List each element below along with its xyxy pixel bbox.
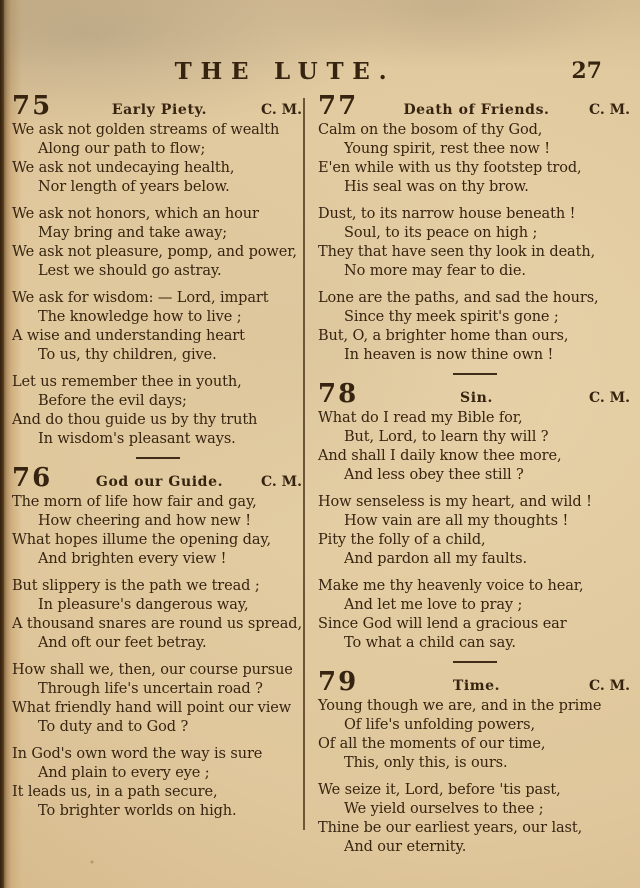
verse-line: And plain to every eye ; [38, 765, 210, 781]
verse-line: And less obey thee still ? [344, 467, 524, 483]
verse-line: Lone are the paths, and sad the hours, [318, 290, 599, 306]
verse-line: It leads us, in a path secure, [12, 784, 218, 800]
hymn-78 [318, 379, 632, 653]
hymn-number: 78 [318, 379, 359, 409]
verse-line: And brighten every view ! [38, 551, 227, 567]
hymn-number: 77 [318, 91, 359, 121]
hymn-meter: C. M. [588, 102, 630, 118]
verse-line: To us, thy children, give. [38, 347, 217, 363]
verse-line: In pleasure's dangerous way, [38, 597, 249, 613]
verse-line: We yield ourselves to thee ; [344, 801, 544, 817]
hymn-title: God our Guide. [95, 474, 224, 490]
verse-line: A wise and understanding heart [12, 328, 245, 344]
hymn-number: 76 [12, 463, 53, 493]
verse-line: How vain are all my thoughts ! [344, 513, 569, 529]
hymn-75 [12, 91, 304, 449]
verse-line: And our eternity. [344, 839, 467, 855]
hymn-heading [12, 463, 304, 493]
verse-line: Nor length of years below. [38, 179, 230, 195]
verse-line: What hopes illume the opening day, [12, 532, 272, 548]
verse [12, 121, 304, 197]
verse-line: We ask not pleasure, pomp, and power, [12, 244, 297, 260]
verse-line: We ask not undecaying health, [12, 160, 235, 176]
verse [12, 577, 304, 653]
verse-line: Since thy meek spirit's gone ; [344, 309, 559, 325]
verse-line: In wisdom's pleasant ways. [38, 431, 236, 447]
verse-line: Dust, to its narrow house beneath ! [318, 206, 576, 222]
verse-line: The knowledge how to live ; [38, 309, 242, 325]
verse-line: In heaven is now thine own ! [344, 347, 554, 363]
page-header [30, 58, 610, 88]
verse [12, 373, 304, 449]
hymn-heading [318, 667, 632, 697]
hymn-heading [318, 91, 632, 121]
verse [318, 121, 632, 197]
verse-line: Through life's uncertain road ? [38, 681, 263, 697]
verse-line: We ask for wisdom: — Lord, impart [12, 290, 269, 306]
hymn-number: 79 [318, 667, 359, 697]
hymn-title: Early Piety. [111, 102, 208, 118]
verse-line: His seal was on thy brow. [344, 179, 529, 195]
verse [318, 577, 632, 653]
verse-line: And let me love to pray ; [344, 597, 523, 613]
verse-line: A thousand snares are round us spread, [12, 616, 302, 632]
left-column [12, 91, 304, 865]
verse [318, 409, 632, 485]
verse-line: Lest we should go astray. [38, 263, 222, 279]
verse [318, 781, 632, 857]
hymn-columns [12, 91, 632, 865]
verse-line: And shall I daily know thee more, [318, 448, 562, 464]
hymn-meter: C. M. [588, 390, 630, 406]
verse-line: What friendly hand will point our view [12, 700, 292, 716]
verse-line: How senseless is my heart, and wild ! [318, 494, 592, 510]
verse-line: In God's own word the way is sure [12, 746, 263, 762]
binding-edge [0, 0, 4, 888]
verse [318, 493, 632, 569]
hymn-meter: C. M. [588, 678, 630, 694]
hymn-meter: C. M. [260, 102, 302, 118]
verse-line: Young though we are, and in the prime [318, 698, 602, 714]
verse-line: And oft our feet betray. [38, 635, 207, 651]
hymn-divider [453, 373, 497, 375]
hymn-title: Time. [452, 678, 501, 694]
verse-line: We seize it, Lord, before 'tis past, [318, 782, 561, 798]
verse [12, 205, 304, 281]
hymn-title: Death of Friends. [403, 102, 550, 118]
verse-line: How cheering and how new ! [38, 513, 251, 529]
verse [12, 493, 304, 569]
right-column [304, 91, 632, 865]
verse-line: To what a child can say. [344, 635, 516, 651]
verse-line: Of all the moments of our time, [318, 736, 546, 752]
verse-line: But slippery is the path we tread ; [12, 578, 260, 594]
verse-line: Soul, to its peace on high ; [344, 225, 538, 241]
verse-line: Since God will lend a gracious ear [318, 616, 567, 632]
verse-line: Along our path to flow; [38, 141, 206, 157]
verse-line: And pardon all my faults. [344, 551, 527, 567]
verse-line: To brighter worlds on high. [38, 803, 237, 819]
page-title: THE LUTE. [174, 58, 396, 85]
hymn-77 [318, 91, 632, 365]
verse [12, 745, 304, 821]
hymn-79 [318, 667, 632, 857]
hymn-heading [318, 379, 632, 409]
hymn-divider [453, 661, 497, 663]
verse-line: This, only this, is ours. [344, 755, 508, 771]
page-number: 27 [571, 58, 602, 84]
verse-line: No more may fear to die. [344, 263, 526, 279]
verse-line: Pity the folly of a child, [318, 532, 486, 548]
verse-line: What do I read my Bible for, [318, 410, 523, 426]
verse [318, 697, 632, 773]
verse-line: Let us remember thee in youth, [12, 374, 242, 390]
verse-line: They that have seen thy look in death, [318, 244, 596, 260]
hymn-meter: C. M. [260, 474, 302, 490]
verse-line: But, Lord, to learn thy will ? [344, 429, 549, 445]
verse-line: Make me thy heavenly voice to hear, [318, 578, 584, 594]
verse [318, 205, 632, 281]
verse-line: E'en while with us thy footstep trod, [318, 160, 582, 176]
hymn-title: Sin. [460, 390, 493, 406]
hymn-number: 75 [12, 91, 53, 121]
hymn-76 [12, 463, 304, 821]
verse-line: Thine be our earliest years, our last, [318, 820, 583, 836]
verse-line: Of life's unfolding powers, [344, 717, 535, 733]
hymn-divider [136, 457, 180, 459]
verse-line: We ask not golden streams of wealth [12, 122, 280, 138]
verse-line: Young spirit, rest thee now ! [344, 141, 550, 157]
verse-line: How shall we, then, our course pursue [12, 662, 293, 678]
verse-line: And do thou guide us by thy truth [12, 412, 258, 428]
verse [12, 289, 304, 365]
verse-line: The morn of life how fair and gay, [12, 494, 257, 510]
verse [12, 661, 304, 737]
verse-line: But, O, a brighter home than ours, [318, 328, 569, 344]
verse-line: Before the evil days; [38, 393, 187, 409]
hymn-heading [12, 91, 304, 121]
verse-line: We ask not honors, which an hour [12, 206, 259, 222]
verse [318, 289, 632, 365]
verse-line: Calm on the bosom of thy God, [318, 122, 543, 138]
verse-line: May bring and take away; [38, 225, 228, 241]
verse-line: To duty and to God ? [38, 719, 189, 735]
